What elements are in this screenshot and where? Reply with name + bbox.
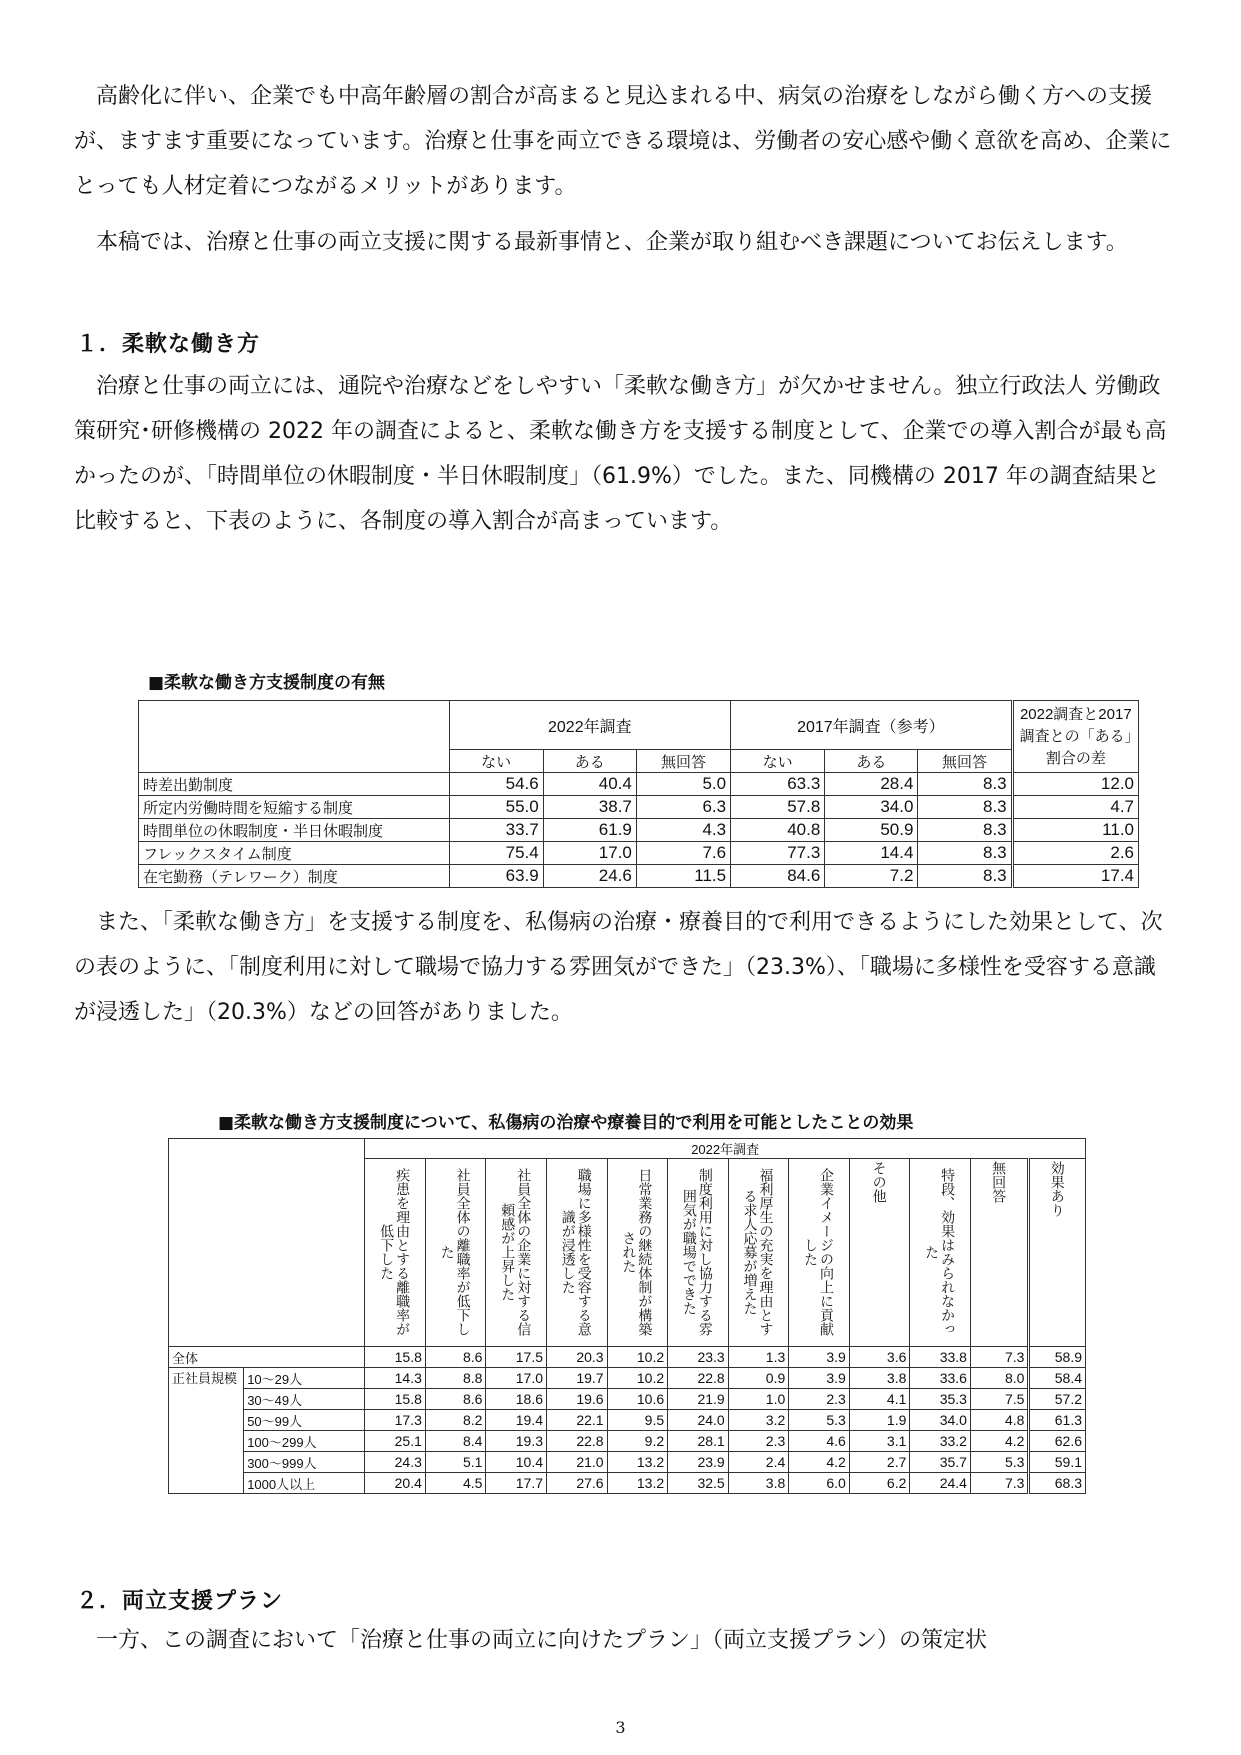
column-header: 社員全体の離職率が低下した [425, 1159, 486, 1347]
cell: 7.6 [636, 842, 730, 865]
cell: 9.2 [607, 1431, 668, 1452]
cell: 23.3 [668, 1347, 729, 1368]
diff-header: 2022調査と2017調査との「ある」割合の差 [1012, 701, 1138, 773]
table-row [169, 1452, 1086, 1473]
cell: 4.7 [1012, 796, 1138, 819]
cell: 8.8 [425, 1368, 486, 1389]
column-header: 職場に多様性を受容する意識が浸透した [547, 1159, 608, 1347]
column-header: 疾患を理由とする離職率が低下した [365, 1159, 426, 1347]
cell: 28.1 [668, 1431, 729, 1452]
cell: 14.3 [365, 1368, 426, 1389]
cell: 1.0 [728, 1389, 789, 1410]
cell: 59.1 [1029, 1452, 1086, 1473]
section-heading-2: ２．両立支援プラン [76, 1589, 284, 1614]
cell: 17.0 [486, 1368, 547, 1389]
table-row [169, 1431, 1086, 1452]
subheader: 無回答 [636, 750, 730, 773]
cell: 3.6 [849, 1347, 910, 1368]
cell: 35.7 [910, 1452, 971, 1473]
cell: 75.4 [449, 842, 543, 865]
cell: 61.3 [1029, 1410, 1086, 1431]
cell: 20.4 [365, 1473, 426, 1494]
cell: 3.9 [789, 1368, 850, 1389]
cell: 8.3 [918, 773, 1012, 796]
cell: 54.6 [449, 773, 543, 796]
cell: 0.9 [728, 1368, 789, 1389]
row-label: 1000人以上 [244, 1473, 365, 1494]
cell: 35.3 [910, 1389, 971, 1410]
row-label-header [139, 701, 450, 773]
cell: 25.1 [365, 1431, 426, 1452]
cell: 20.3 [547, 1347, 608, 1368]
cell: 8.3 [918, 819, 1012, 842]
cell: 77.3 [731, 842, 825, 865]
cell: 2.3 [728, 1431, 789, 1452]
cell: 6.0 [789, 1473, 850, 1494]
survey-2022-header: 2022年調査 [365, 1139, 1086, 1159]
subheader: ある [543, 750, 636, 773]
cell: 32.5 [668, 1473, 729, 1494]
cell: 19.4 [486, 1410, 547, 1431]
cell: 22.8 [668, 1368, 729, 1389]
cell: 24.6 [543, 865, 636, 888]
column-header: その他 [849, 1159, 910, 1347]
cell: 15.8 [365, 1389, 426, 1410]
cell: 2.6 [1012, 842, 1138, 865]
corner-header [169, 1139, 365, 1347]
cell: 40.4 [543, 773, 636, 796]
cell: 22.1 [547, 1410, 608, 1431]
cell: 22.8 [547, 1431, 608, 1452]
cell: 84.6 [731, 865, 825, 888]
cell: 33.6 [910, 1368, 971, 1389]
cell: 17.0 [543, 842, 636, 865]
table-row [139, 842, 1139, 865]
cell: 4.6 [789, 1431, 850, 1452]
column-header: 特段、効果はみられなかった [910, 1159, 971, 1347]
cell: 55.0 [449, 796, 543, 819]
cell: 2.4 [728, 1452, 789, 1473]
cell: 7.3 [970, 1473, 1028, 1494]
effects-paragraph: また、「柔軟な働き方」を支援する制度を、私傷病の治療・療養目的で利用できるようにした効果として、次の表のように、「制度利用に対して職場で協力する雰囲気ができた」（23.3%）、「職場に多様性を受容する意識が浸透した」（20.3%）などの回答がありました。 [74, 910, 1163, 1025]
row-label: 在宅勤務（テレワーク）制度 [139, 865, 450, 888]
cell: 8.3 [918, 865, 1012, 888]
column-header: 無回答 [970, 1159, 1028, 1347]
table-row [139, 796, 1139, 819]
cell: 3.1 [849, 1431, 910, 1452]
cell: 13.2 [607, 1452, 668, 1473]
cell: 10.2 [607, 1368, 668, 1389]
cell: 19.6 [547, 1389, 608, 1410]
cell: 61.9 [543, 819, 636, 842]
table-row [169, 1368, 1086, 1389]
cell: 34.0 [910, 1410, 971, 1431]
cell: 21.0 [547, 1452, 608, 1473]
cell: 19.7 [547, 1368, 608, 1389]
column-header: 制度利用に対し協力する雰囲気が職場でできた [668, 1159, 729, 1347]
cell: 6.2 [849, 1473, 910, 1494]
table-row [139, 773, 1139, 796]
section-heading-1: １．柔軟な働き方 [76, 332, 261, 357]
table-row [169, 1473, 1086, 1494]
survey-2017-header: 2017年調査（参考） [731, 701, 1013, 750]
cell: 8.3 [918, 796, 1012, 819]
cell: 33.8 [910, 1347, 971, 1368]
cell: 38.7 [543, 796, 636, 819]
row-label: 50～99人 [244, 1410, 365, 1431]
column-header: 企業イメージの向上に貢献した [789, 1159, 850, 1347]
cell: 11.5 [636, 865, 730, 888]
cell: 4.2 [970, 1431, 1028, 1452]
subheader: ない [449, 750, 543, 773]
cell: 17.5 [486, 1347, 547, 1368]
cell: 3.8 [849, 1368, 910, 1389]
row-label: 300～999人 [244, 1452, 365, 1473]
cell: 11.0 [1012, 819, 1138, 842]
cell: 3.8 [728, 1473, 789, 1494]
flexible-work-paragraph: 治療と仕事の両立には、通院や治療などをしやすい「柔軟な働き方」が欠かせません。独立行政法人 労働政策研究･研修機構の 2022 年の調査によると、柔軟な働き方を支援する制度として、企業での導入割合が最も高かったのが、「時間単位の休暇制度・半日休暇制度」（61.9%）でした。また、同機構の 2017 年の調査結果と比較すると、下表のように、各制度の導入割合が高まっています。 [74, 374, 1167, 534]
column-header: 社員全体の企業に対する信頼感が上昇した [486, 1159, 547, 1347]
purpose-paragraph: 本稿では、治療と仕事の両立支援に関する最新事情と、企業が取り組むべき課題についてお伝えします。 [96, 230, 1128, 255]
survey-2022-header: 2022年調査 [449, 701, 731, 750]
cell: 15.8 [365, 1347, 426, 1368]
cell: 1.9 [849, 1410, 910, 1431]
cell: 57.8 [731, 796, 825, 819]
cell: 63.3 [731, 773, 825, 796]
column-header: 日常業務の継続体制が構築された [607, 1159, 668, 1347]
cell: 7.3 [970, 1347, 1028, 1368]
cell: 2.3 [789, 1389, 850, 1410]
cell: 10.2 [607, 1347, 668, 1368]
cell: 8.0 [970, 1368, 1028, 1389]
page-number: 3 [615, 1718, 626, 1737]
cell: 24.0 [668, 1410, 729, 1431]
cell: 10.6 [607, 1389, 668, 1410]
cell: 8.2 [425, 1410, 486, 1431]
cell: 2.7 [849, 1452, 910, 1473]
group-label: 正社員規模 [169, 1368, 244, 1494]
cell: 19.3 [486, 1431, 547, 1452]
cell: 27.6 [547, 1473, 608, 1494]
cell: 33.7 [449, 819, 543, 842]
cell: 57.2 [1029, 1389, 1086, 1410]
cell: 68.3 [1029, 1473, 1086, 1494]
row-label: 10～29人 [244, 1368, 365, 1389]
cell: 4.1 [849, 1389, 910, 1410]
row-label: フレックスタイム制度 [139, 842, 450, 865]
cell: 3.2 [728, 1410, 789, 1431]
cell: 58.9 [1029, 1347, 1086, 1368]
cell: 63.9 [449, 865, 543, 888]
table-row [139, 819, 1139, 842]
cell: 6.3 [636, 796, 730, 819]
cell: 50.9 [825, 819, 918, 842]
cell: 17.7 [486, 1473, 547, 1494]
cell: 62.6 [1029, 1431, 1086, 1452]
plan-paragraph: 一方、この調査において「治療と仕事の両立に向けたプラン」（両立支援プラン）の策定状 [96, 1628, 988, 1653]
cell: 5.3 [970, 1452, 1028, 1473]
row-label: 所定内労働時間を短縮する制度 [139, 796, 450, 819]
cell: 5.0 [636, 773, 730, 796]
table-row [139, 865, 1139, 888]
row-label: 時間単位の休暇制度・半日休暇制度 [139, 819, 450, 842]
column-header: 福利厚生の充実を理由とする求人応募が増えた [728, 1159, 789, 1347]
cell: 13.2 [607, 1473, 668, 1494]
cell: 4.5 [425, 1473, 486, 1494]
cell: 17.3 [365, 1410, 426, 1431]
cell: 58.4 [1029, 1368, 1086, 1389]
cell: 8.4 [425, 1431, 486, 1452]
cell: 8.6 [425, 1389, 486, 1410]
cell: 33.2 [910, 1431, 971, 1452]
cell: 5.3 [789, 1410, 850, 1431]
cell: 5.1 [425, 1452, 486, 1473]
subheader: ない [731, 750, 825, 773]
cell: 23.9 [668, 1452, 729, 1473]
column-header: 効果あり [1029, 1159, 1086, 1347]
table-row [169, 1347, 1086, 1368]
row-label: 100～299人 [244, 1431, 365, 1452]
cell: 24.3 [365, 1452, 426, 1473]
cell: 12.0 [1012, 773, 1138, 796]
table-row [169, 1389, 1086, 1410]
cell: 34.0 [825, 796, 918, 819]
cell: 8.6 [425, 1347, 486, 1368]
cell: 28.4 [825, 773, 918, 796]
cell: 17.4 [1012, 865, 1138, 888]
row-label: 全体 [169, 1347, 365, 1368]
cell: 4.8 [970, 1410, 1028, 1431]
cell: 1.3 [728, 1347, 789, 1368]
cell: 8.3 [918, 842, 1012, 865]
subheader: 無回答 [918, 750, 1012, 773]
cell: 9.5 [607, 1410, 668, 1431]
effects-table [168, 1138, 1086, 1494]
flexible-work-systems-table [138, 700, 1139, 888]
cell: 18.6 [486, 1389, 547, 1410]
subheader: ある [825, 750, 918, 773]
cell: 14.4 [825, 842, 918, 865]
table2-caption: ■柔軟な働き方支援制度について、私傷病の治療や療養目的で利用を可能としたことの効果 [218, 1113, 914, 1133]
row-label: 時差出勤制度 [139, 773, 450, 796]
table-row [169, 1410, 1086, 1431]
row-label: 30～49人 [244, 1389, 365, 1410]
cell: 7.2 [825, 865, 918, 888]
cell: 4.2 [789, 1452, 850, 1473]
cell: 10.4 [486, 1452, 547, 1473]
cell: 24.4 [910, 1473, 971, 1494]
cell: 3.9 [789, 1347, 850, 1368]
intro-paragraph: 高齢化に伴い、企業でも中高年齢層の割合が高まると見込まれる中、病気の治療をしながら働く方への支援が、ますます重要になっています。治療と仕事を両立できる環境は、労働者の安心感や働く意欲を高め、企業にとっても人材定着につながるメリットがあります。 [74, 84, 1172, 199]
table1-caption: ■柔軟な働き方支援制度の有無 [148, 673, 386, 693]
cell: 4.3 [636, 819, 730, 842]
cell: 7.5 [970, 1389, 1028, 1410]
cell: 40.8 [731, 819, 825, 842]
cell: 21.9 [668, 1389, 729, 1410]
